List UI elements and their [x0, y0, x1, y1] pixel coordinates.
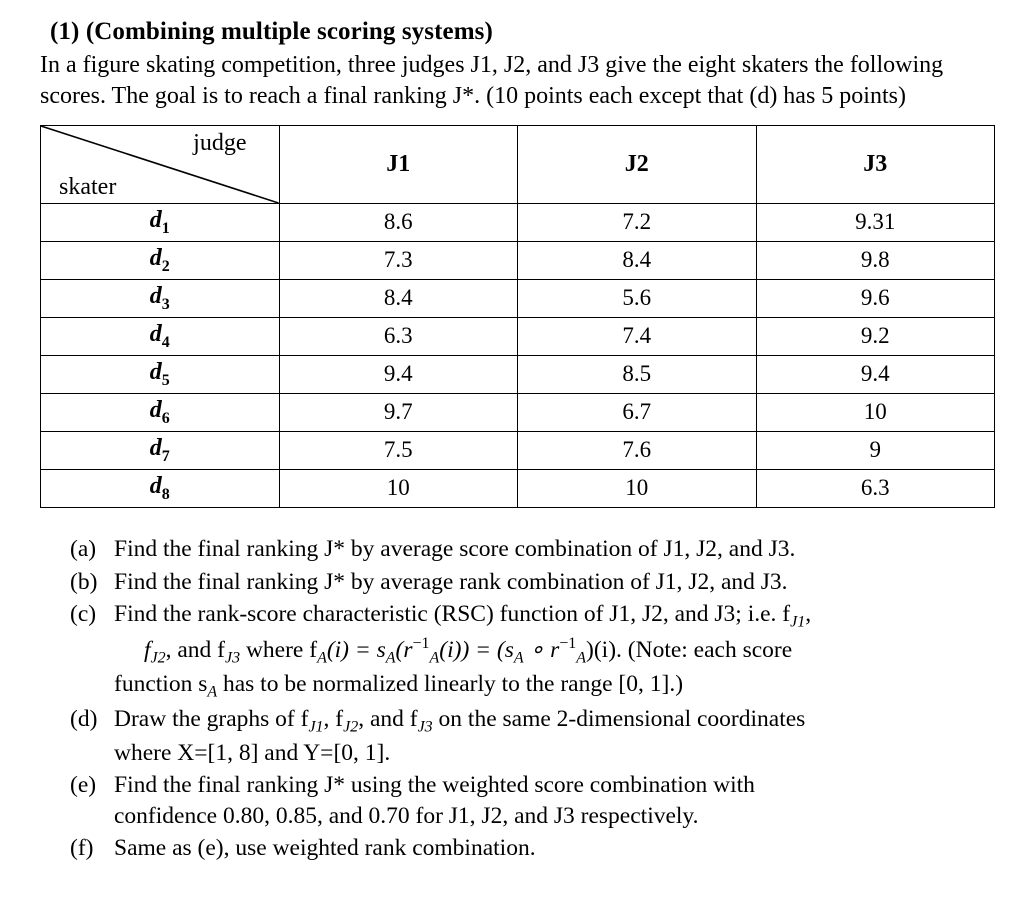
- cell-j1: 8.6: [279, 204, 518, 242]
- cell-j3: 9.8: [756, 242, 995, 280]
- row-label: [41, 394, 280, 432]
- cell-j1: 9.4: [279, 356, 518, 394]
- part-e-line1: Find the final ranking J* using the weighted score combination with: [114, 771, 755, 798]
- cell-j1: 10: [279, 470, 518, 508]
- column-header-j3: J3: [756, 126, 995, 204]
- question-number: (1): [50, 18, 80, 45]
- part-d-line1: Draw the graphs of f: [114, 705, 309, 732]
- part-f: [70, 833, 988, 864]
- skater-index: 2: [161, 257, 170, 275]
- part-e: [70, 770, 988, 833]
- corner-skater-label: skater: [59, 174, 117, 201]
- cell-j1: 9.7: [279, 394, 518, 432]
- cell-j1: 7.5: [279, 432, 518, 470]
- part-a-label: (a): [70, 536, 97, 563]
- part-d-mid2: , and f: [358, 705, 418, 732]
- part-c-mid7: )(i). (Note: each score: [586, 636, 793, 663]
- cell-j2: 10: [518, 470, 757, 508]
- part-c-sup2: −1: [559, 634, 577, 652]
- part-c: [70, 599, 988, 703]
- part-c-line3-sub: A: [207, 683, 218, 701]
- cell-j1: 8.4: [279, 280, 518, 318]
- part-b-text: Find the final ranking J* by average rank combination of J1, J2, and J3.: [114, 568, 788, 595]
- part-c-f-sub2: J3: [225, 649, 241, 667]
- part-c-f-sub6: A: [513, 649, 524, 667]
- skater-index: 4: [161, 333, 170, 351]
- part-a-text: Find the final ranking J* by average score combination of J1, J2, and J3.: [114, 536, 796, 563]
- row-label: [41, 470, 280, 508]
- row-label: [41, 204, 280, 242]
- table-row: [41, 204, 995, 242]
- row-label: [41, 318, 280, 356]
- parts-list: [70, 534, 988, 864]
- cell-j3: 9.4: [756, 356, 995, 394]
- cell-j3: 9: [756, 432, 995, 470]
- table-corner-cell: [41, 126, 280, 204]
- table-row: [41, 470, 995, 508]
- skater-index: 1: [161, 219, 170, 237]
- part-c-f-sub5: A: [429, 649, 440, 667]
- skater-letter: d: [149, 283, 162, 310]
- part-c-mid5: (i)) = (s: [439, 636, 514, 663]
- part-c-line3-tail: has to be normalized linearly to the range [0, 1].): [217, 670, 684, 697]
- skater-index: 7: [161, 447, 170, 465]
- skater-letter: d: [149, 245, 162, 272]
- table-row: [41, 280, 995, 318]
- corner-judge-label: judge: [193, 130, 247, 157]
- row-label: [41, 356, 280, 394]
- cell-j2: 7.4: [518, 318, 757, 356]
- part-d: [70, 704, 988, 769]
- table-row: [41, 394, 995, 432]
- part-d-tail: on the same 2-dimensional coordinates: [432, 705, 806, 732]
- cell-j2: 7.6: [518, 432, 757, 470]
- part-d-sub3: J3: [417, 718, 433, 736]
- column-header-j2: J2: [518, 126, 757, 204]
- skater-letter: d: [149, 359, 162, 386]
- part-d-sub2: J2: [343, 718, 359, 736]
- row-label: [41, 432, 280, 470]
- cell-j3: 9.2: [756, 318, 995, 356]
- part-c-mid3: (i) = s: [326, 636, 386, 663]
- part-c-line3: [114, 669, 988, 703]
- skater-index: 8: [161, 485, 170, 503]
- part-c-label: (c): [70, 600, 97, 627]
- part-c-f: f: [144, 636, 151, 663]
- part-f-label: (f): [70, 835, 94, 862]
- cell-j3: 9.6: [756, 280, 995, 318]
- question-title-text: (Combining multiple scoring systems): [85, 18, 493, 45]
- table-row: [41, 242, 995, 280]
- skater-letter: d: [149, 397, 162, 424]
- part-b-label: (b): [70, 568, 98, 595]
- part-c-line1-tail: ,: [805, 600, 812, 627]
- skater-index: 3: [161, 295, 170, 313]
- part-c-sup: −1: [412, 634, 430, 652]
- cell-j2: 5.6: [518, 280, 757, 318]
- skater-letter: d: [149, 473, 162, 500]
- part-c-mid: , and f: [165, 636, 225, 663]
- part-c-f-sub7: A: [576, 649, 587, 667]
- part-a: [70, 534, 988, 565]
- part-d-line2: where X=[1, 8] and Y=[0, 1].: [114, 739, 391, 766]
- cell-j2: 8.5: [518, 356, 757, 394]
- skater-letter: d: [149, 435, 162, 462]
- part-c-line2: [144, 633, 988, 669]
- part-c-text: [114, 599, 988, 703]
- part-d-text: [114, 704, 988, 769]
- cell-j3: 10: [756, 394, 995, 432]
- skater-index: 5: [161, 371, 170, 389]
- part-c-f-sub4: A: [385, 649, 396, 667]
- question-title: [50, 18, 988, 46]
- cell-j2: 6.7: [518, 394, 757, 432]
- part-c-f-sub3: A: [317, 649, 327, 667]
- cell-j1: 7.3: [279, 242, 518, 280]
- part-c-mid6: ∘ r: [523, 636, 560, 663]
- row-label: [41, 280, 280, 318]
- part-f-text: Same as (e), use weighted rank combination.: [114, 835, 536, 862]
- cell-j1: 6.3: [279, 318, 518, 356]
- table-row: [41, 318, 995, 356]
- scores-table: [40, 125, 995, 508]
- cell-j2: 7.2: [518, 204, 757, 242]
- cell-j3: 9.31: [756, 204, 995, 242]
- cell-j2: 8.4: [518, 242, 757, 280]
- column-header-j1: J1: [279, 126, 518, 204]
- part-c-f-sub: J2: [150, 649, 166, 667]
- skater-letter: d: [149, 321, 162, 348]
- cell-j3: 6.3: [756, 470, 995, 508]
- part-e-label: (e): [70, 771, 97, 798]
- scores-table-body: [41, 204, 995, 508]
- part-c-mid2: where f: [240, 636, 318, 663]
- table-header-row: [41, 126, 995, 204]
- question-intro: In a figure skating competition, three judges J1, J2, and J3 give the eight skaters the following scores. The goal is to reach a final ranking J*. (10 points each except that (d) has 5 points): [40, 52, 944, 109]
- scores-table-head: [41, 126, 995, 204]
- skater-index: 6: [161, 409, 170, 427]
- row-label: [41, 242, 280, 280]
- part-d-sub1: J1: [308, 718, 324, 736]
- table-row: [41, 432, 995, 470]
- part-b: [70, 567, 988, 598]
- part-c-line1: Find the rank-score characteristic (RSC) function of J1, J2, and J3; i.e. f: [114, 600, 791, 627]
- part-c-line3-text: function s: [114, 670, 208, 697]
- part-e-line2: confidence 0.80, 0.85, and 0.70 for J1, J2, and J3 respectively.: [114, 803, 699, 830]
- part-d-label: (d): [70, 705, 98, 732]
- skater-letter: d: [149, 207, 162, 234]
- part-c-mid4: (r: [395, 636, 413, 663]
- table-row: [41, 356, 995, 394]
- part-d-mid1: , f: [323, 705, 344, 732]
- part-c-line1-sub: J1: [790, 613, 806, 631]
- part-e-text: [114, 770, 988, 833]
